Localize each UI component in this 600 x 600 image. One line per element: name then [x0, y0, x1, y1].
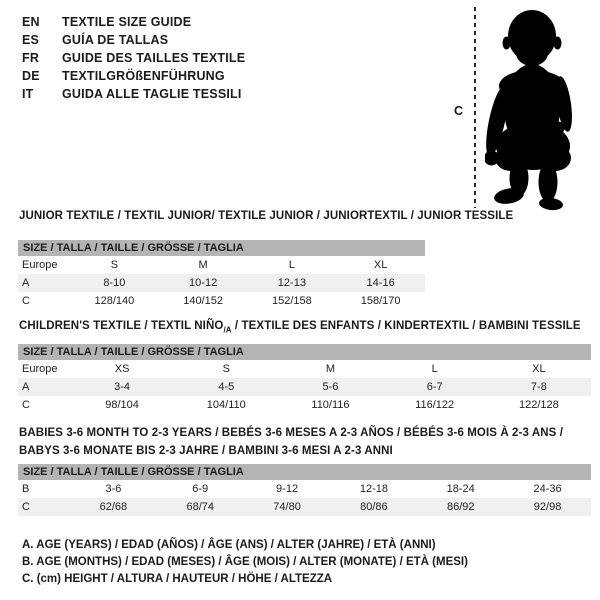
row-label: C — [18, 498, 70, 516]
babies-section-title — [19, 424, 563, 460]
table-cell: XL — [532, 363, 546, 375]
measure-legend — [22, 537, 468, 588]
junior-section-title: JUNIOR TEXTILE / TEXTIL JUNIOR/ TEXTILE JUNIOR / JUNIORTEXTIL / JUNIOR TESSILE — [19, 210, 514, 222]
table-row — [18, 396, 591, 414]
table-cell: 86/92 — [417, 498, 504, 516]
row-label: A — [18, 378, 70, 396]
language-row-fr — [22, 49, 245, 67]
table-cell: 104/110 — [206, 399, 246, 411]
table-cell: 5-6 — [278, 378, 382, 396]
row-label: B — [22, 483, 30, 495]
table-cell: 6-7 — [383, 378, 487, 396]
table-cell: 7-8 — [487, 378, 591, 396]
size-header-row — [18, 240, 425, 256]
table-cell: 12-13 — [248, 274, 337, 292]
size-header-row — [18, 344, 591, 360]
table-cell: 24-36 — [533, 483, 562, 495]
table-cell: 98/104 — [105, 399, 139, 411]
children-title-pre: CHILDREN'S TEXTILE / TEXTIL NIÑO — [19, 320, 224, 332]
table-row — [18, 292, 425, 310]
toddler-silhouette-icon — [485, 6, 585, 211]
table-cell: XL — [373, 259, 388, 271]
table-cell: 3-6 — [105, 483, 122, 495]
size-header-label: SIZE / TALLA / TAILLE / GRÖSSE / TAGLIA — [18, 464, 591, 480]
table-row — [18, 256, 425, 274]
row-label: C — [22, 295, 30, 307]
row-label: A — [18, 274, 70, 292]
table-cell: 140/152 — [183, 295, 223, 307]
size-header-label: SIZE / TALLA / TAILLE / GRÖSSE / TAGLIA — [18, 240, 425, 256]
language-code: EN — [22, 15, 40, 29]
table-cell: 12-18 — [359, 483, 388, 495]
table-row — [18, 360, 591, 378]
children-title-post: / TEXTILE DES ENFANTS / KINDERTEXTIL / BAMBINI TESSILE — [231, 320, 581, 332]
language-code: FR — [22, 51, 40, 65]
row-label: Europe — [22, 363, 58, 375]
table-cell: 80/86 — [330, 498, 417, 516]
height-measure-label: C — [454, 104, 464, 118]
height-measure-dashed-line — [474, 7, 476, 208]
children-title-sub: /A — [223, 325, 232, 335]
table-cell: 74/80 — [244, 498, 331, 516]
row-label: C — [22, 399, 30, 411]
table-cell: L — [431, 363, 438, 375]
language-title: TEXTILE SIZE GUIDE — [62, 15, 192, 29]
table-row — [18, 498, 591, 516]
language-code: ES — [22, 33, 40, 47]
table-row — [18, 378, 591, 396]
table-cell: 8-10 — [70, 274, 159, 292]
legend-line-b: B. AGE (MONTHS) / EDAD (MESES) / ÂGE (MOIS) / ALTER (MONATE) / ETÀ (MESI) — [22, 556, 468, 568]
table-cell: XS — [114, 363, 130, 375]
table-cell: 3-4 — [70, 378, 174, 396]
language-title: GUÍA DE TALLAS — [62, 33, 169, 47]
table-cell: 9-12 — [276, 483, 299, 495]
language-title: TEXTILGRÖßENFÜHRUNG — [62, 69, 225, 83]
children-section-title — [19, 320, 581, 334]
language-row-de — [22, 67, 245, 85]
table-cell: 6-9 — [192, 483, 209, 495]
table-cell: 110/116 — [311, 399, 350, 411]
row-label: Europe — [22, 259, 58, 271]
size-header-label: SIZE / TALLA / TAILLE / GRÖSSE / TAGLIA — [18, 344, 591, 360]
table-cell: 18-24 — [446, 483, 475, 495]
babies-title-line1: BABIES 3-6 MONTH TO 2-3 YEARS / BEBÉS 3-6 MESES A 2-3 AÑOS / BÉBÉS 3-6 MOIS À 2-3 ANS / — [19, 427, 563, 439]
table-cell: M — [198, 259, 208, 271]
table-row — [18, 274, 425, 292]
table-cell: S — [222, 363, 230, 375]
table-cell: M — [325, 363, 336, 375]
legend-line-c: C. (cm) HEIGHT / ALTURA / HAUTEUR / HÖHE / ALTEZZA — [22, 573, 333, 585]
table-cell: 92/98 — [504, 498, 591, 516]
children-size-table — [18, 344, 591, 414]
table-cell: 158/170 — [360, 295, 401, 307]
junior-size-table — [18, 240, 425, 310]
table-cell: 14-16 — [336, 274, 425, 292]
table-cell: 122/128 — [518, 399, 559, 411]
height-measure-figure — [440, 0, 600, 215]
table-cell: L — [288, 259, 295, 271]
language-code: IT — [22, 87, 34, 101]
table-row — [18, 480, 591, 498]
babies-size-table — [18, 464, 591, 516]
language-title: GUIDE DES TAILLES TEXTILE — [62, 51, 246, 65]
table-cell: S — [110, 259, 119, 271]
table-cell: 68/74 — [157, 498, 244, 516]
size-header-row — [18, 464, 591, 480]
language-row-it — [22, 85, 245, 103]
table-cell: 10-12 — [159, 274, 248, 292]
language-title: GUIDA ALLE TAGLIE TESSILI — [62, 87, 242, 101]
language-row-en — [22, 13, 245, 31]
table-cell: 128/140 — [94, 295, 135, 307]
legend-line-a: A. AGE (YEARS) / EDAD (AÑOS) / ÂGE (ANS) / ALTER (JAHRE) / ETÀ (ANNI) — [22, 539, 436, 551]
language-code: DE — [22, 69, 40, 83]
language-title-list — [22, 13, 245, 103]
table-cell: 116/122 — [415, 399, 455, 411]
language-row-es — [22, 31, 245, 49]
table-cell: 62/68 — [70, 498, 157, 516]
babies-title-line2: BABYS 3-6 MONATE BIS 2-3 JAHRE / BAMBINI 3-6 MESI A 2-3 ANNI — [19, 445, 393, 457]
table-cell: 4-5 — [174, 378, 278, 396]
table-cell: 152/158 — [271, 295, 312, 307]
